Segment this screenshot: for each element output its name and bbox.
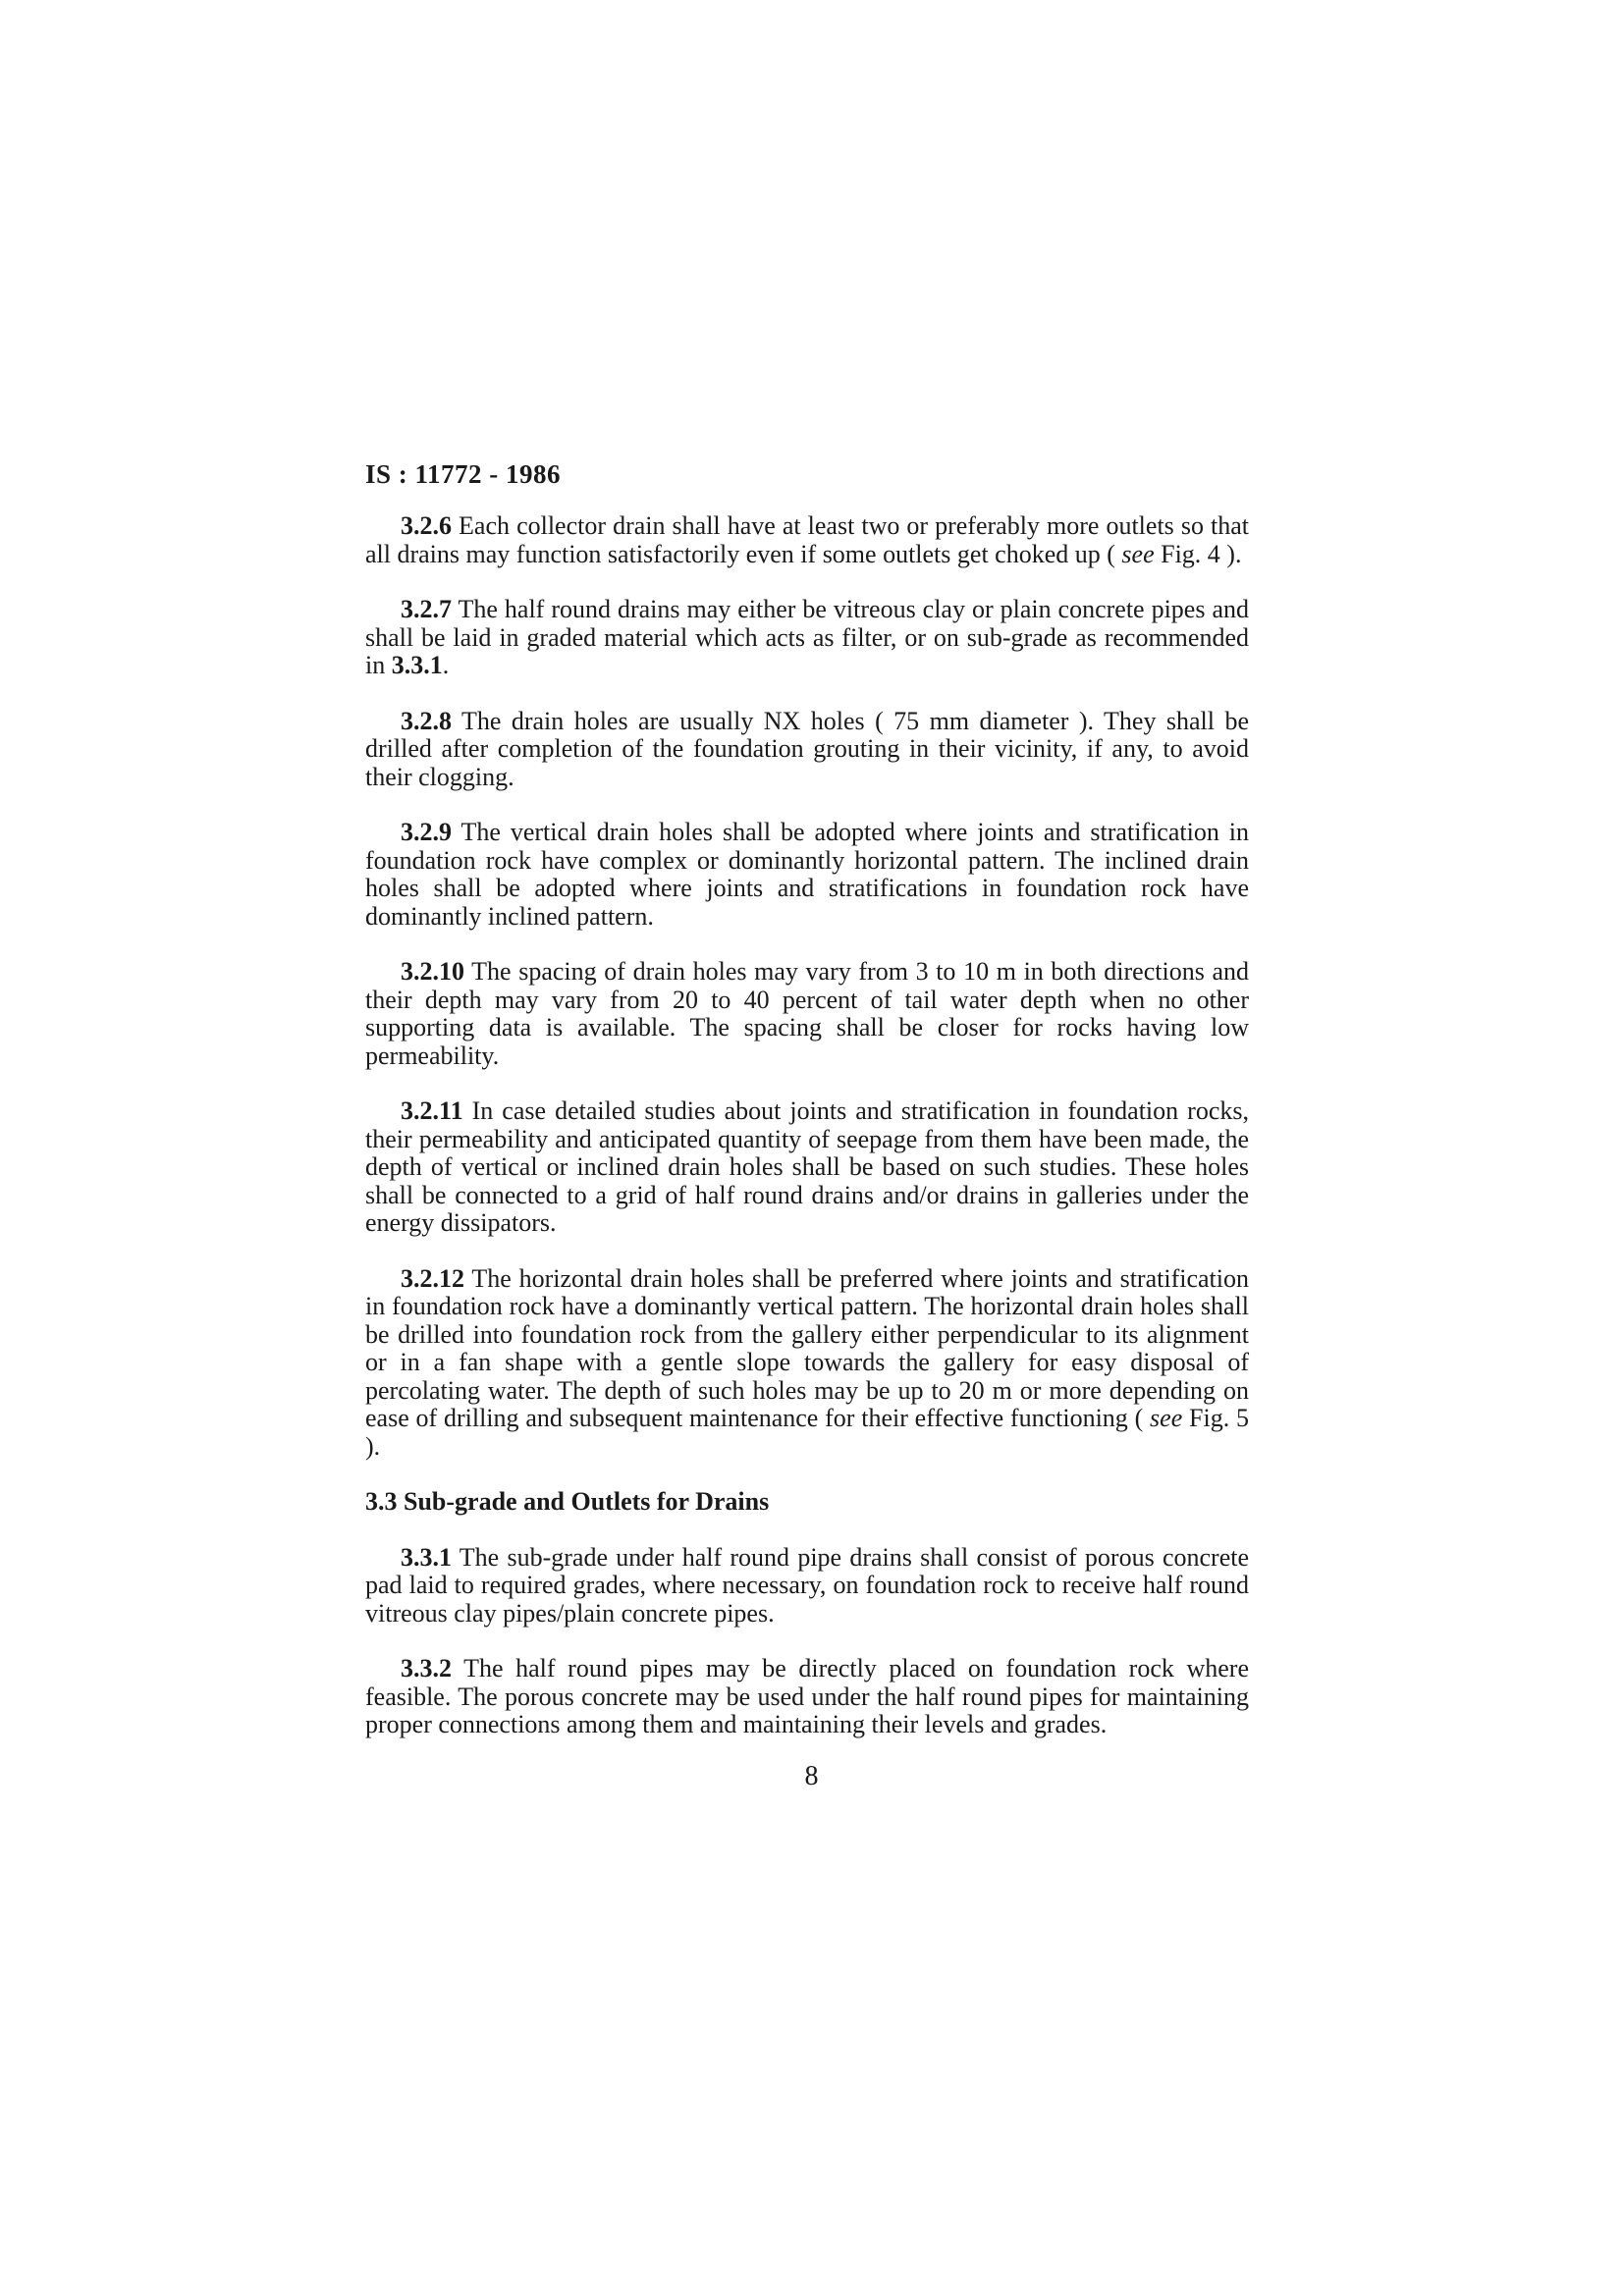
paragraph-3-2-6 (365, 512, 1249, 568)
document-id-header: IS : 11772 - 1986 (365, 459, 562, 489)
clause-tail: Fig. 4 ). (1154, 539, 1242, 568)
clause-text: The vertical drain holes shall be adopted where joints and stratification in foundation rock have complex or dominantly horizontal pattern. The inclined drain holes shall be adopted where joints and stratifications in foundation rock have dominantly inclined pattern. (365, 818, 1249, 931)
clause-number: 3.2.7 (401, 595, 452, 623)
paragraph-3-2-9 (365, 819, 1249, 931)
clause-number: 3.2.8 (401, 706, 452, 735)
paragraph-3-2-10 (365, 958, 1249, 1070)
page-body (365, 512, 1249, 1767)
clause-number: 3.2.12 (401, 1263, 464, 1293)
clause-reference: 3.3.1 (391, 651, 443, 679)
clause-number: 3.2.11 (401, 1096, 463, 1125)
page-number: 8 (804, 1761, 819, 1791)
clause-number: 3.3.1 (401, 1542, 452, 1572)
clause-text: The half round pipes may be directly placed on foundation rock where feasible. The porous concrete may be used under the half round pipes for maintaining proper connections among them and maintaining their levels and grades. (365, 1654, 1249, 1738)
clause-number: 3.3.2 (401, 1654, 452, 1682)
clause-text: The drain holes are usually NX holes ( 75 mm diameter ). They shall be drilled after completion of the foundation grouting in their vicinity, if any, to avoid their clogging. (365, 706, 1249, 791)
clause-text: The horizontal drain holes shall be preferred where joints and stratification in foundation rock have a dominantly vertical pattern. The horizontal drain holes shall be drilled into foundation rock from the gallery either perpendicular to its alignment or in a fan shape with a gentle slope towards the gallery for easy disposal of percolating water. The depth of such holes may be up to 20 m or more depending on ease of drilling and subsequent maintenance for their effective functioning ( (365, 1263, 1249, 1432)
see-reference: see (1150, 1404, 1183, 1432)
clause-tail: . (442, 651, 450, 679)
see-reference: see (1121, 539, 1155, 568)
clause-text: The spacing of drain holes may vary from 3 to 10 m in both directions and their depth may vary from 20 to 40 percent of tail water depth when no other supporting data is available. The spacing shall be closer for rocks having low permeability. (365, 957, 1249, 1070)
section-heading-3-3: 3.3 Sub-grade and Outlets for Drains (365, 1487, 770, 1516)
clause-number: 3.2.6 (401, 511, 452, 540)
clause-text: The sub-grade under half round pipe drains shall consist of porous concrete pad laid to required grades, where necessary, on foundation rock to receive half round vitreous clay pipes/plain concrete pipes. (365, 1542, 1249, 1628)
paragraph-3-2-8 (365, 708, 1249, 792)
clause-text: The half round drains may either be vitreous clay or plain concrete pipes and shall be laid in graded material which acts as filter, or on sub-grade as recommended in (365, 595, 1249, 679)
clause-number: 3.2.9 (401, 818, 452, 846)
paragraph-3-3-2 (365, 1655, 1249, 1739)
clause-number: 3.2.10 (401, 957, 464, 986)
paragraph-3-2-12 (365, 1265, 1249, 1462)
paragraph-3-2-11 (365, 1097, 1249, 1238)
paragraph-3-3-1 (365, 1544, 1249, 1629)
clause-text: In case detailed studies about joints and stratification in foundation rocks, their permeability and anticipated quantity of seepage from them have been made, the depth of vertical or inclined drain holes shall be based on such studies. These holes shall be connected to a grid of half round drains and/or drains in galleries under the energy dissipators. (365, 1096, 1249, 1237)
clause-tail: Fig. 5 ). (365, 1404, 1249, 1461)
paragraph-3-2-7 (365, 596, 1249, 680)
clause-text: Each collector drain shall have at least two or preferably more outlets so that all drains may function satisfactorily even if some outlets get choked up ( (365, 511, 1249, 568)
